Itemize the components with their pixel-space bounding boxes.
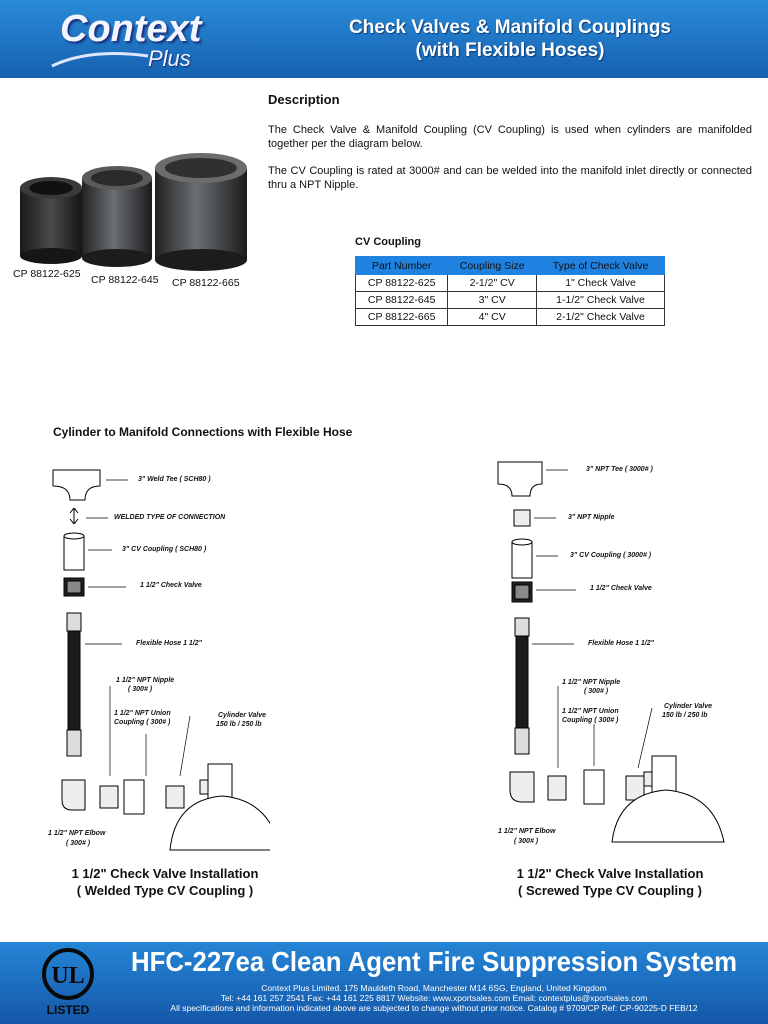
right-label-coupling: 3" CV Coupling ( 3000# ): [570, 552, 652, 559]
left-label-cylinder-valve: Cylinder Valve: [218, 712, 266, 719]
table-cell: 4" CV: [448, 309, 537, 326]
right-label-tee: 3" NPT Tee ( 3000# ): [586, 466, 653, 473]
coupling-label-2: CP 88122-645: [91, 274, 159, 286]
right-label-union-rating: Coupling ( 300# ): [562, 717, 619, 724]
table-cell: 1" Check Valve: [537, 275, 665, 292]
cv-table-title: CV Coupling: [355, 236, 421, 248]
left-label-union: 1 1/2" NPT Union: [114, 710, 171, 717]
right-label-elbow: 1 1/2" NPT Elbow: [498, 828, 556, 835]
table-header-row: [356, 257, 665, 275]
right-label-elbow-rating: ( 300# ): [514, 838, 539, 845]
coupling-label-3: CP 88122-665: [172, 277, 240, 289]
coupling-label-1: CP 88122-625: [13, 268, 81, 280]
table-cell: 3" CV: [448, 292, 537, 309]
ul-listed-logo: [40, 946, 96, 1018]
page-title-line1: Check Valves & Manifold Couplings: [348, 17, 671, 38]
right-label-cylinder-valve: Cylinder Valve: [664, 703, 712, 710]
section-heading: Cylinder to Manifold Connections with Flexible Hose: [53, 425, 353, 439]
footer-disclaimer: All specifications and information indicated above are subjected to change without prior notice. Catalog # 9709/CP Ref: CP-90225-D FEB/12: [170, 1003, 698, 1013]
right-label-nipple: 1 1/2" NPT Nipple: [562, 679, 621, 686]
context-plus-logo: [50, 6, 210, 72]
right-label-nipple-3in: 3" NPT Nipple: [568, 514, 615, 521]
weld-tee-shape: [53, 470, 100, 500]
table-cell: CP 88122-645: [356, 292, 448, 309]
ul-listed-text: LISTED: [46, 1003, 90, 1017]
left-label-check-valve: 1 1/2" Check Valve: [140, 582, 202, 589]
table-row: [356, 292, 665, 309]
right-label-union: 1 1/2" NPT Union: [562, 708, 619, 715]
page-title: [270, 16, 750, 62]
table-row: [356, 309, 665, 326]
right-diagram-caption: [480, 865, 740, 899]
footer-title: HFC-227ea Clean Agent Fire Suppression System: [130, 946, 738, 977]
screwed-installation-diagram: [490, 450, 730, 860]
description-paragraph-2: The CV Coupling is rated at 3000# and can be welded into the manifold inlet directly or connected thru a NPT Nipple.: [268, 165, 752, 191]
right-caption-line2: ( Screwed Type CV Coupling ): [518, 883, 702, 898]
left-label-elbow-rating: ( 300# ): [66, 840, 91, 847]
cv-coupling-table: [355, 256, 665, 326]
left-label-union-rating: Coupling ( 300# ): [114, 719, 171, 726]
description-paragraph-1: The Check Valve & Manifold Coupling (CV Coupling) is used when cylinders are manifolded together per the diagram below.: [268, 124, 752, 150]
table-cell: CP 88122-665: [356, 309, 448, 326]
logo-text: Context: [60, 8, 202, 50]
left-caption-line1: 1 1/2" Check Valve Installation: [71, 866, 259, 881]
coupling-large: [155, 153, 247, 271]
left-label-coupling: 3" CV Coupling ( SCH80 ): [122, 546, 207, 553]
column-header-check-valve: Type of Check Valve: [537, 257, 665, 275]
right-label-nipple-rating: ( 300# ): [584, 688, 609, 695]
left-label-hose: Flexible Hose 1 1/2": [136, 640, 202, 647]
left-label-nipple-rating: ( 300# ): [128, 686, 153, 693]
logo-subtext: Plus: [148, 46, 191, 71]
table-row: [356, 275, 665, 292]
right-caption-line1: 1 1/2" Check Valve Installation: [516, 866, 704, 881]
welded-installation-diagram: [40, 450, 270, 860]
table-cell: 2-1/2" Check Valve: [537, 309, 665, 326]
column-header-part-number: Part Number: [356, 257, 448, 275]
coupling-medium: [82, 166, 152, 267]
right-label-cylinder-rating: 150 lb / 250 lb: [662, 712, 708, 719]
description-heading: Description: [268, 92, 340, 107]
right-label-check-valve: 1 1/2" Check Valve: [590, 585, 652, 592]
coupling-small: [20, 177, 82, 264]
column-header-coupling-size: Coupling Size: [448, 257, 537, 275]
left-diagram-caption: [40, 865, 290, 899]
table-cell: 2-1/2" CV: [448, 275, 537, 292]
left-label-cylinder-rating: 150 lb / 250 lb: [216, 721, 262, 728]
footer-contact: Tel: +44 161 257 2541 Fax: +44 161 225 8817 Website: www.xportsales.com Email: contextplus@xportsales.com: [220, 993, 648, 1003]
page-title-line2: (with Flexible Hoses): [415, 40, 605, 61]
left-label-tee: 3" Weld Tee ( SCH80 ): [138, 476, 211, 483]
left-caption-line2: ( Welded Type CV Coupling ): [76, 883, 254, 898]
table-cell: CP 88122-625: [356, 275, 448, 292]
left-label-nipple: 1 1/2" NPT Nipple: [116, 677, 175, 684]
ul-logo-text: UL: [51, 963, 85, 989]
right-label-hose: Flexible Hose 1 1/2": [588, 640, 654, 647]
footer-address: Context Plus Limited. 175 Mauldeth Road, Manchester M14 6SG, England, United Kingdom: [261, 983, 607, 993]
left-label-elbow: 1 1/2" NPT Elbow: [48, 830, 106, 837]
left-label-weld: WELDED TYPE OF CONNECTION: [114, 514, 226, 521]
table-cell: 1-1/2" Check Valve: [537, 292, 665, 309]
